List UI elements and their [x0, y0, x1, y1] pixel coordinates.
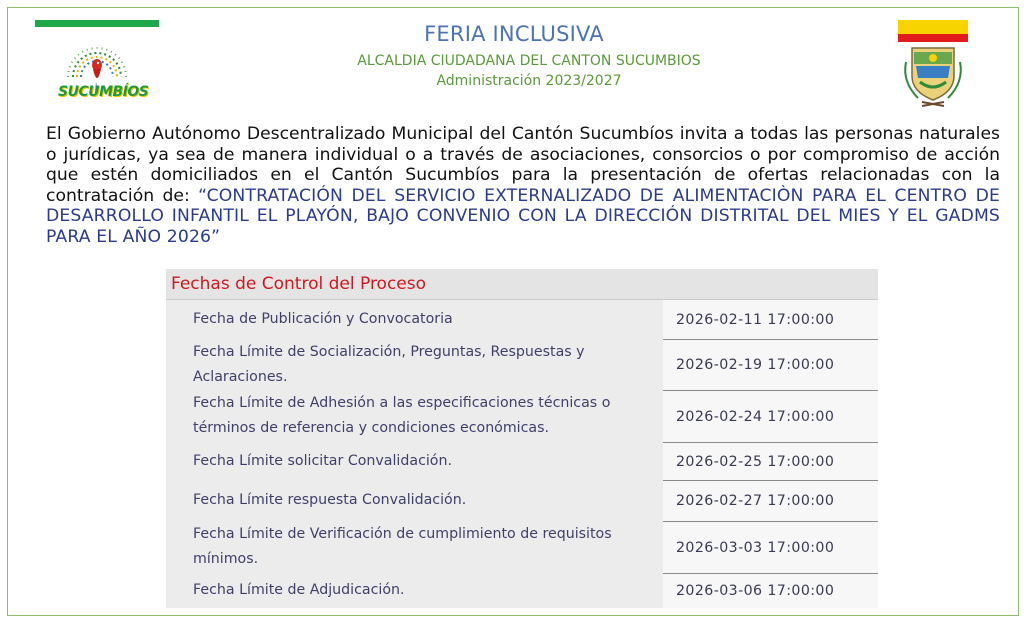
row-date: 2026-03-06 17:00:00	[663, 573, 878, 608]
row-label: Fecha Límite de Socialización, Preguntas, Respuestas y Aclaraciones.	[193, 343, 585, 385]
invitation-text: El Gobierno Autónomo Descentralizado Municipal del Cantón Sucumbíos invita a todas las personas naturales o jurídicas, ya sea de manera individual o a través de asociaciones, consorcios o por compromiso de acción que estén domiciliados en el Cantón Sucumbíos para la presentación de ofertas relacionadas con la contratación de:	[46, 124, 1000, 206]
administration-period: Administración 2023/2027	[436, 73, 622, 89]
table-row	[166, 339, 878, 390]
process-dates-table	[166, 269, 878, 608]
table-row	[166, 521, 878, 573]
row-label: Fecha de Publicación y Convocatoria	[193, 311, 453, 327]
row-date: 2026-02-19 17:00:00	[663, 339, 878, 390]
row-label: Fecha Límite de Verificación de cumplimiento de requisitos mínimos.	[193, 526, 612, 567]
row-label: Fecha Límite de Adjudicación.	[193, 582, 405, 598]
row-date: 2026-02-25 17:00:00	[663, 442, 878, 480]
table-row	[166, 480, 878, 521]
row-label: Fecha Límite solicitar Convalidación.	[193, 452, 452, 469]
row-date: 2026-02-27 17:00:00	[663, 480, 878, 521]
table-row	[166, 442, 878, 480]
row-label: Fecha Límite respuesta Convalidación.	[193, 492, 467, 508]
contract-title: “CONTRATACIÓN DEL SERVICIO EXTERNALIZADO DE ALIMENTACIÒN PARA EL CENTRO DE DESARROLLO INFANTIL EL PLAYÓN, BAJO CONVENIO CON LA DIRECCIÓN DISTRITAL DEL MIES Y EL GADMS PARA EL AÑO 2026”	[46, 185, 1000, 247]
page-title: FERIA INCLUSIVA	[424, 22, 604, 46]
row-date: 2026-02-11 17:00:00	[663, 300, 878, 339]
invitation-paragraph	[46, 124, 1000, 247]
page-subtitle: ALCALDIA CIUDADANA DEL CANTON SUCUMBIOS	[357, 53, 701, 69]
table-row	[166, 573, 878, 608]
table-title: Fechas de Control del Proceso	[166, 269, 878, 300]
row-date: 2026-03-03 17:00:00	[663, 521, 878, 573]
row-date: 2026-02-24 17:00:00	[663, 390, 878, 442]
table-row	[166, 390, 878, 442]
row-label: Fecha Límite de Adhesión a las especificaciones técnicas o términos de referencia y condiciones económicas.	[193, 395, 611, 436]
logo-wordmark: SUCUMBÍOS	[58, 84, 149, 100]
table-row	[166, 300, 878, 339]
